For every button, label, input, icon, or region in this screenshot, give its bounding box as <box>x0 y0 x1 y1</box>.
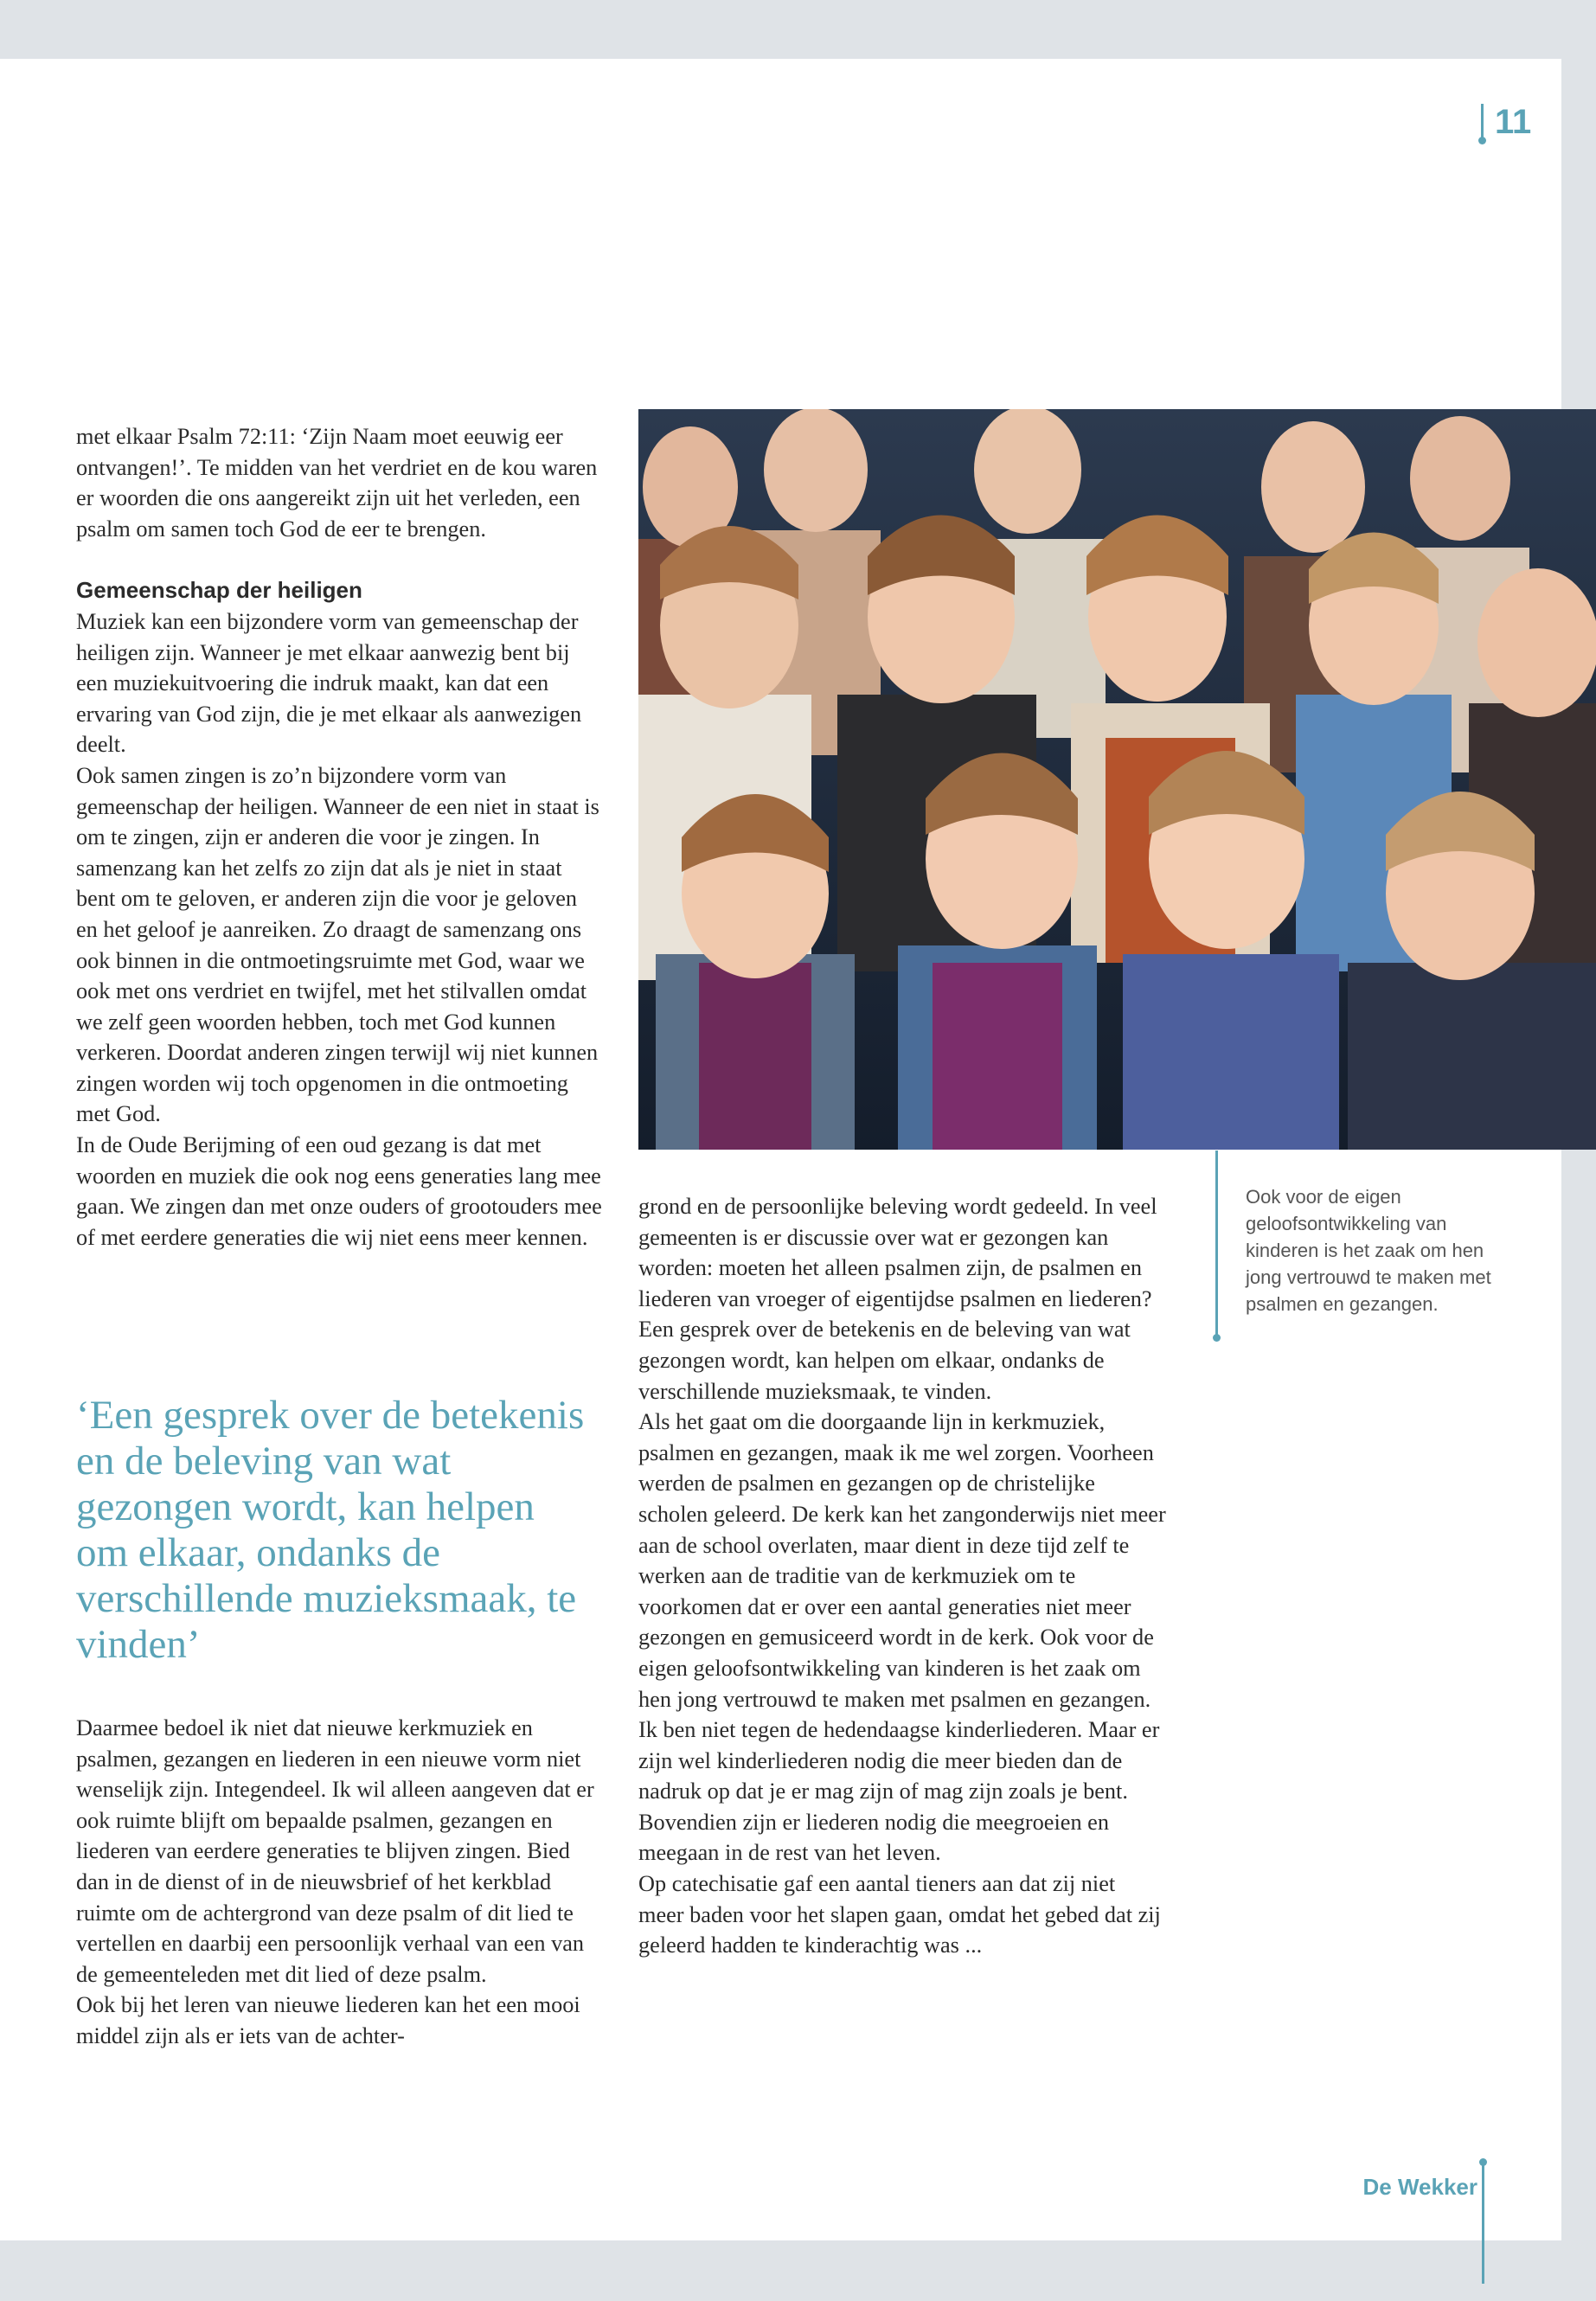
magazine-name: De Wekker <box>1362 2174 1477 2200</box>
footer-rule <box>1482 2165 1484 2284</box>
left-column-top <box>76 421 604 1253</box>
page-number: 11 <box>1495 103 1532 141</box>
section-heading: Gemeenschap der heiligen <box>76 577 362 604</box>
paragraph: met elkaar Psalm 72:11: ‘Zijn Naam moet eeuwig eer ontvangen!’. Te midden van het verdriet en de kou waren er woorden die ons aangereikt zijn uit het verleden, een psalm om samen toch God de eer te brengen. <box>76 424 598 542</box>
caption-dot <box>1213 1334 1221 1342</box>
paragraph: Muziek kan een bijzondere vorm van gemeenschap der heiligen zijn. Wanneer je met elkaar aanwezig bent bij een muziekuitvoering die indruk maakt, kan dat een ervaring van God zijn, die je met elkaar als aanwezigen deelt. <box>76 608 582 758</box>
choir-photo <box>638 409 1596 1150</box>
choir-photo-illustration <box>638 409 1596 1150</box>
paragraph: Als het gaat om die doorgaande lijn in kerkmuziek, psalmen en gezangen, maak ik me wel zorgen. Voorheen werden de psalmen en gezangen op de christelijke scholen geleerd. De kerk kan het zangonderwijs niet meer aan de school overlaten, maar dient in deze tijd zelf te werken aan de traditie van de kerkmuziek om te voorkomen dat er over een aantal generaties niet meer gezongen en gemusiceerd wordt in de kerk. Ook voor de eigen geloofsontwikkeling van kinderen is het zaak om hen jong vertrouwd te maken met psalmen en gezangen. Ik ben niet tegen de hedendaagse kinderliederen. Maar er zijn wel kinderliederen nodig die meer bieden dan de nadruk op dat je er mag zijn of mag zijn zoals je bent. Bovendien zijn er liederen nodig die meegroeien en meegaan in de rest van het leven. <box>638 1409 1166 1866</box>
page-number-dot <box>1478 137 1486 144</box>
middle-column <box>638 1191 1166 1961</box>
paragraph: Ook samen zingen is zo’n bijzondere vorm van gemeenschap der heiligen. Wanneer de een niet in staat is om te zingen, zijn er anderen die voor je zingen. In samenzang kan het zelfs zo zijn dat als je niet in staat bent om te geloven, er anderen zijn die voor je geloven en het geloof je aanreiken. Zo draagt de samenzang ons ook binnen in die ontmoetingsruimte met God, waar we ook met ons verdriet en twijfel, met het stilvallen omdat we zelf geen woorden hebben, toch met God kunnen verkeren. Doordat anderen zingen terwijl wij niet kunnen zingen worden wij toch opgenomen in die ontmoeting met God. <box>76 762 599 1127</box>
photo-caption: Ook voor de eigen geloofsontwikkeling van kinderen is het zaak om hen jong vertrouwd te maken met psalmen en gezangen. <box>1246 1186 1491 1315</box>
paragraph: Daarmee bedoel ik niet dat nieuwe kerkmuziek en psalmen, gezangen en liederen in een nieuwe vorm niet wenselijk zijn. Integendeel. Ik wil alleen aangeven dat er ook ruimte blijft om bepaalde psalmen, gezangen en liederen van eerdere generaties te blijven zingen. Bied dan in de dienst of in de nieuwsbrief of het kerkblad ruimte om de achtergrond van deze psalm of dit lied te vertellen en daarbij een persoonlijk verhaal van een van de gemeenteleden met dit lied of deze psalm. <box>76 1715 594 1987</box>
paragraph: In de Oude Berijming of een oud gezang is dat met woorden en muziek die ook nog eens generaties lang mee gaan. We zingen dan met onze ouders of grootouders mee of met eerdere generaties die wij niet eens meer kennen. <box>76 1132 602 1250</box>
left-column-bottom <box>76 1713 604 2052</box>
paragraph: grond en de persoonlijke beleving wordt gedeeld. In veel gemeenten is er discussie over wat er gezongen kan worden: moeten het alleen psalmen zijn, de psalmen en liederen van vroeger of eigentijdse psalmen en liederen? Een gesprek over de betekenis en de beleving van wat gezongen wordt, kan helpen om elkaar, ondanks de verschillende muzieksmaak, te vinden. <box>638 1194 1157 1404</box>
pull-quote: ‘Een gesprek over de betekenis en de beleving van wat gezongen wordt, kan helpen om elkaar, ondanks de verschillende muzieksmaak, te vinden’ <box>76 1393 585 1667</box>
page-number-marker <box>1481 102 1576 147</box>
caption-rule <box>1215 1150 1218 1337</box>
footer <box>1332 2158 1574 2279</box>
page-number-rule <box>1481 104 1484 140</box>
paragraph: Ook bij het leren van nieuwe liederen kan het een mooi middel zijn als er iets van de achter- <box>76 1992 580 2048</box>
paragraph: Op catechisatie gaf een aantal tieners aan dat zij niet meer baden voor het slapen gaan, omdat het gebed dat zij geleerd hadden te kinderachtig was ... <box>638 1871 1161 1958</box>
